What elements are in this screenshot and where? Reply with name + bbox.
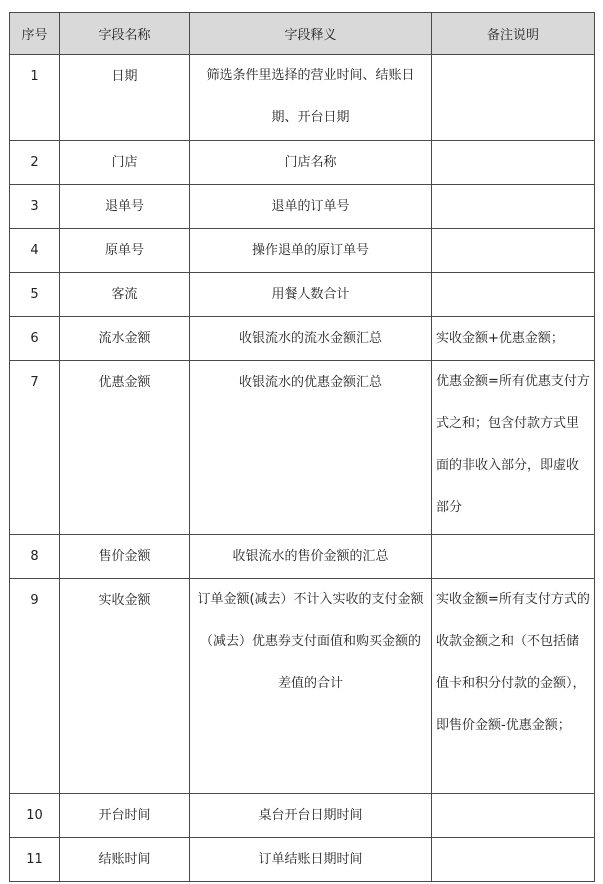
row-index: 1	[30, 69, 39, 84]
row-index: 7	[30, 375, 39, 390]
row-field-name: 开台时间	[98, 808, 151, 823]
row-field-name: 客流	[111, 287, 138, 302]
table-row	[10, 141, 595, 185]
table-row	[10, 273, 595, 317]
row-field-definition: 筛选条件里选择的营业时间、结账日期、开台日期	[206, 68, 415, 125]
row-index: 10	[26, 808, 43, 823]
table-row	[10, 361, 595, 535]
row-field-name: 退单号	[104, 199, 144, 214]
row-field-definition: 用餐人数合计	[271, 287, 350, 302]
row-index: 5	[30, 287, 39, 302]
header-field-name: 字段名称	[60, 13, 190, 55]
row-index: 3	[30, 199, 39, 214]
table-row	[10, 317, 595, 361]
row-field-name: 结账时间	[98, 852, 151, 867]
header-field-definition: 字段释义	[190, 13, 432, 55]
row-index: 4	[30, 243, 39, 258]
table-row	[10, 185, 595, 229]
row-field-name: 日期	[111, 69, 138, 84]
table-row	[10, 838, 595, 882]
header-index: 序号	[10, 13, 60, 55]
row-field-name: 门店	[111, 155, 138, 170]
row-index: 8	[30, 549, 39, 564]
table-row	[10, 794, 595, 838]
row-index: 11	[26, 852, 43, 867]
row-field-definition: 订单结账日期时间	[258, 852, 363, 867]
row-remarks: 实收金额+优惠金额；	[436, 331, 564, 346]
header-remarks: 备注说明	[432, 13, 595, 55]
row-field-definition: 订单金额(减去）不计入实收的支付金额（减去）优惠券支付面值和购买金额的差值的合计	[197, 592, 424, 691]
row-index: 9	[30, 593, 39, 608]
field-definition-table	[9, 12, 595, 882]
row-field-name: 售价金额	[98, 549, 151, 564]
row-field-definition: 收银流水的售价金额的汇总	[232, 549, 389, 564]
row-field-definition: 操作退单的原订单号	[251, 243, 369, 258]
row-field-definition: 门店名称	[284, 155, 337, 170]
table-row	[10, 535, 595, 579]
row-index: 2	[30, 155, 39, 170]
row-remarks: 优惠金额=所有优惠支付方式之和；包含付款方式里面的非收入部分，即虚收部分	[436, 374, 590, 515]
row-field-name: 优惠金额	[98, 375, 151, 390]
row-field-definition: 桌台开台日期时间	[258, 808, 363, 823]
table-header-row	[10, 13, 595, 55]
table-row	[10, 55, 595, 141]
row-remarks: 实收金额=所有支付方式的收款金额之和（不包括储值卡和积分付款的金额），即售价金额-优惠金额；	[436, 592, 590, 733]
row-field-definition: 收银流水的优惠金额汇总	[238, 375, 382, 390]
row-field-definition: 退单的订单号	[271, 199, 350, 214]
row-field-definition: 收银流水的流水金额汇总	[238, 331, 382, 346]
table-row	[10, 579, 595, 794]
table-row	[10, 229, 595, 273]
row-field-name: 流水金额	[98, 331, 151, 346]
row-field-name: 原单号	[104, 243, 144, 258]
row-field-name: 实收金额	[98, 593, 151, 608]
row-index: 6	[30, 331, 39, 346]
